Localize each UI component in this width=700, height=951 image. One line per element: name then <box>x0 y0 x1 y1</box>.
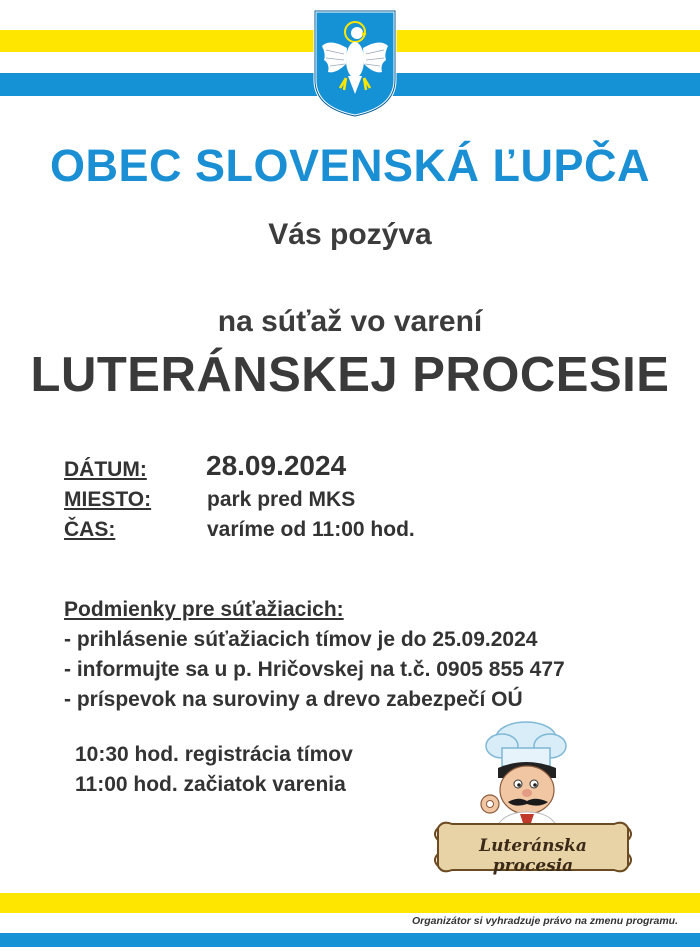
scroll-label: Luteránska procesia <box>479 836 587 876</box>
date-value: 28.09.2024 <box>206 450 347 481</box>
date-label: DÁTUM: <box>64 458 147 481</box>
schedule-item: 10:30 hod. registrácia tímov <box>75 743 353 766</box>
coat-of-arms-icon <box>312 8 398 118</box>
time-label: ČAS: <box>64 518 116 541</box>
conditions-title: Podmienky pre súťažiacich: <box>64 598 344 621</box>
schedule-item: 11:00 hod. začiatok varenia <box>75 773 346 796</box>
bottom-yellow-stripe <box>0 893 700 913</box>
place-label: MIESTO: <box>64 488 152 511</box>
footer-note: Organizátor si vyhradzuje právo na zmenu programu. <box>411 915 678 927</box>
organization-title: OBEC SLOVENSKÁ ĽUPČA <box>49 140 651 191</box>
place-value: park pred MKS <box>207 488 356 511</box>
condition-item: - prihlásenie súťažiacich tímov je do 25.09.2024 <box>64 628 538 651</box>
event-headline: LUTERÁNSKEJ PROCESIE <box>30 348 670 402</box>
condition-item: - príspevok na suroviny a drevo zabezpečí OÚ <box>64 688 523 711</box>
invite-text: Vás pozýva <box>268 218 432 251</box>
time-value: varíme od 11:00 hod. <box>207 518 415 541</box>
event-subtitle: na súťaž vo varení <box>217 305 483 338</box>
condition-item: - informujte sa u p. Hričovskej na t.č. 0905 855 477 <box>64 658 565 681</box>
bottom-blue-stripe <box>0 933 700 947</box>
